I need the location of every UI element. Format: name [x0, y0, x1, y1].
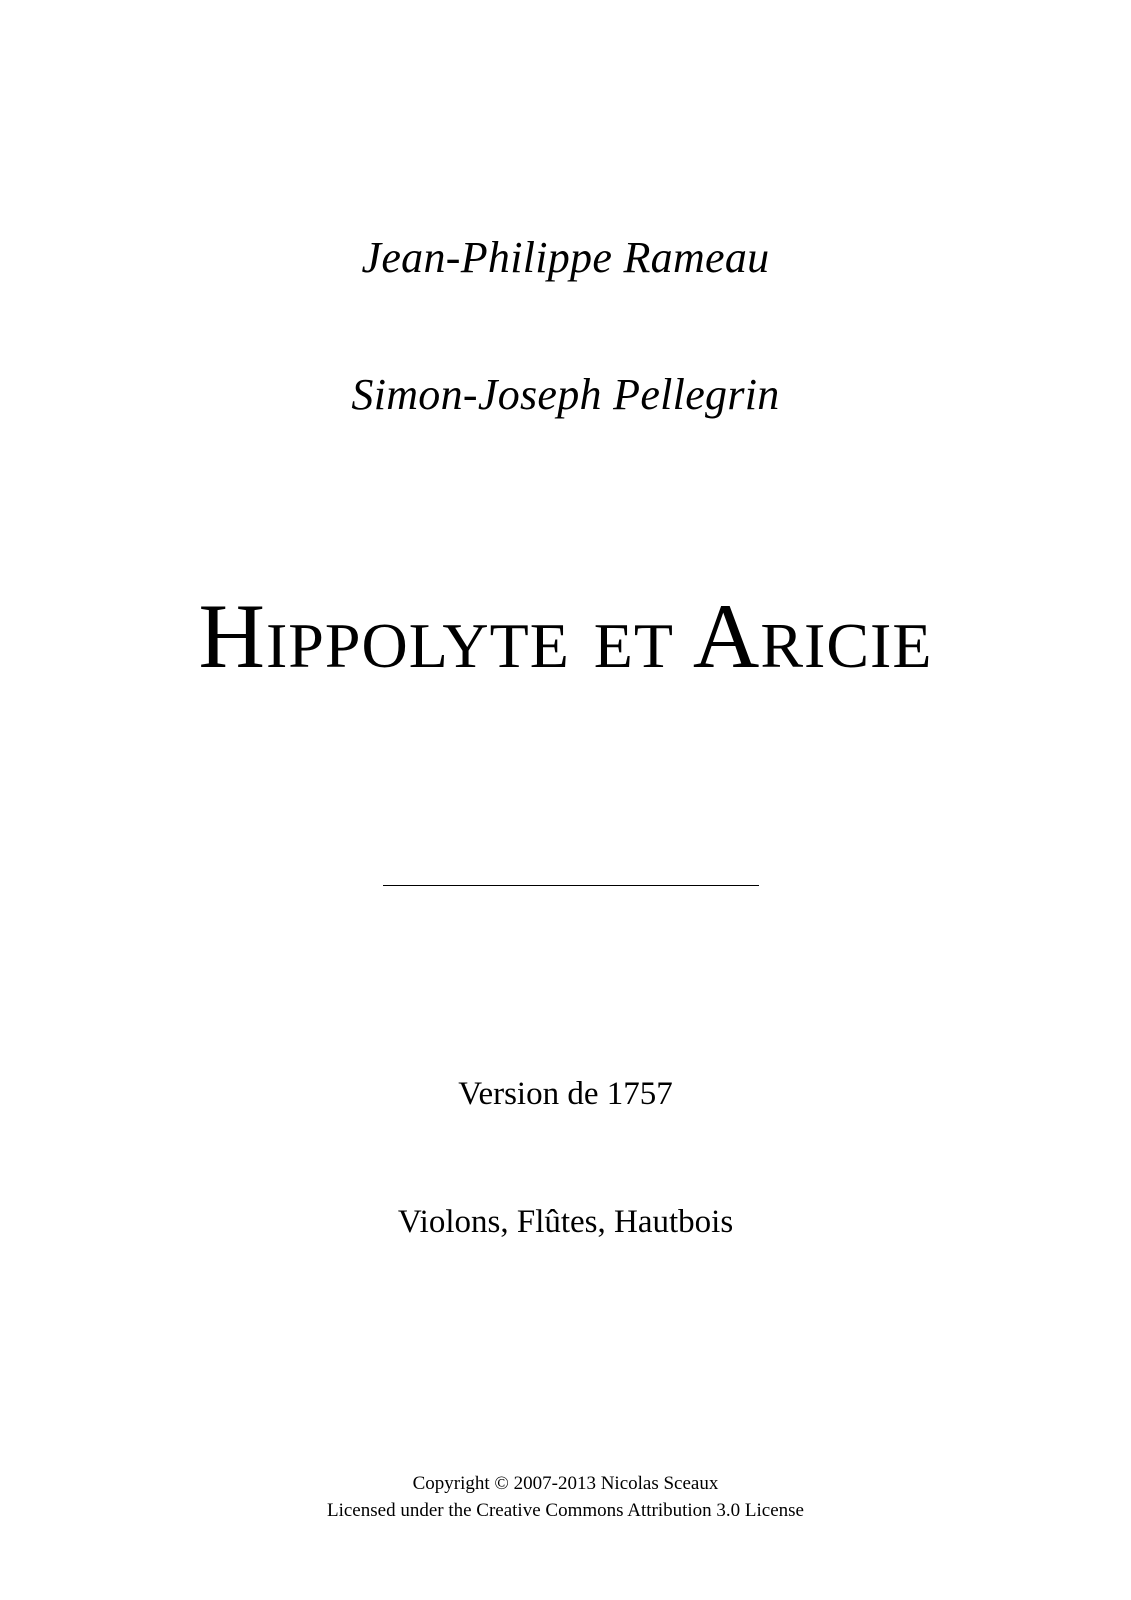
- composer-name: Jean-Philippe Rameau: [361, 233, 770, 282]
- copyright-notice: Copyright © 2007-2013 Nicolas Sceaux: [412, 1473, 719, 1494]
- librettist-name: Simon-Joseph Pellegrin: [351, 370, 780, 419]
- title-divider: [383, 885, 759, 886]
- work-title: Hippolyte et Aricie: [198, 585, 933, 687]
- instrumentation-label: Violons, Flûtes, Hautbois: [397, 1204, 734, 1240]
- license-notice: Licensed under the Creative Commons Attribution 3.0 License: [326, 1500, 804, 1521]
- version-label: Version de 1757: [458, 1076, 673, 1112]
